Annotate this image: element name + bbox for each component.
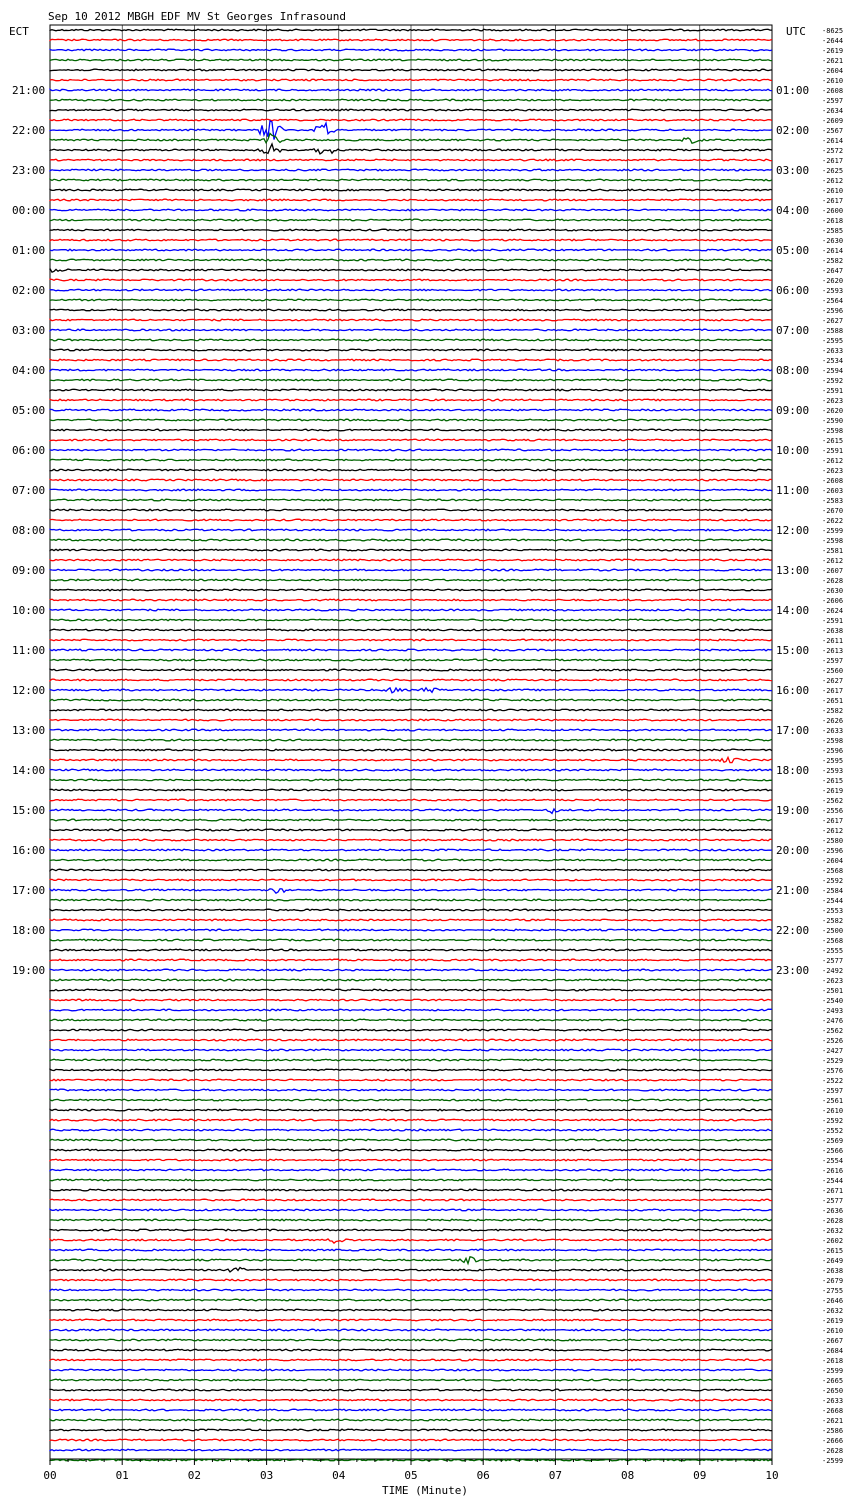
trace-line bbox=[50, 1149, 772, 1151]
trace-line bbox=[50, 29, 772, 31]
trace-line bbox=[50, 739, 772, 741]
trace-value-label: -2628 bbox=[822, 577, 844, 585]
trace-line bbox=[50, 459, 772, 461]
trace-value-label: -2540 bbox=[822, 997, 844, 1005]
left-axis-label: ECT bbox=[9, 25, 29, 38]
trace-value-label: -2610 bbox=[822, 1107, 844, 1115]
right-hour-label: 02:00 bbox=[776, 124, 810, 137]
trace-value-label: -2555 bbox=[822, 947, 844, 955]
x-tick-label: 09 bbox=[693, 1469, 707, 1482]
trace-line bbox=[50, 479, 772, 481]
trace-value-label: -2534 bbox=[822, 357, 844, 365]
trace-value-label: -2634 bbox=[822, 107, 844, 115]
trace-value-label: -8625 bbox=[822, 27, 844, 35]
x-tick-label: 04 bbox=[332, 1469, 346, 1482]
trace-line bbox=[50, 1129, 772, 1131]
trace-line bbox=[50, 179, 772, 181]
trace-line bbox=[50, 39, 772, 41]
trace-value-label: -2616 bbox=[822, 1167, 844, 1175]
right-hour-label: 01:00 bbox=[776, 84, 810, 97]
trace-value-label: -2596 bbox=[822, 847, 844, 855]
trace-value-label: -2526 bbox=[822, 1037, 844, 1045]
trace-line bbox=[50, 1409, 772, 1411]
trace-value-label: -2577 bbox=[822, 957, 844, 965]
trace-value-label: -2598 bbox=[822, 737, 844, 745]
trace-value-label: -2561 bbox=[822, 1097, 844, 1105]
trace-line bbox=[50, 509, 772, 511]
trace-line bbox=[50, 1169, 772, 1171]
trace-value-label: -2564 bbox=[822, 297, 844, 305]
trace-value-label: -2592 bbox=[822, 877, 844, 885]
trace-line bbox=[50, 239, 772, 241]
x-tick-label: 00 bbox=[43, 1469, 57, 1482]
trace-value-label: -2560 bbox=[822, 667, 844, 675]
trace-line bbox=[50, 1309, 772, 1311]
trace-value-label: -2636 bbox=[822, 1207, 844, 1215]
trace-value-label: -2618 bbox=[822, 217, 844, 225]
right-hour-label: 15:00 bbox=[776, 644, 810, 657]
trace-value-label: -2597 bbox=[822, 97, 844, 105]
trace-line bbox=[50, 349, 772, 351]
right-hour-label: 11:00 bbox=[776, 484, 810, 497]
left-hour-label: 14:00 bbox=[12, 764, 46, 777]
trace-value-label: -2670 bbox=[822, 507, 844, 515]
x-tick-label: 07 bbox=[548, 1469, 563, 1482]
trace-line bbox=[50, 209, 772, 211]
trace-value-label: -2649 bbox=[822, 1257, 844, 1265]
trace-value-label: -2630 bbox=[822, 587, 844, 595]
trace-value-label: -2665 bbox=[822, 1377, 844, 1385]
trace-value-label: -2594 bbox=[822, 367, 844, 375]
trace-value-label: -2633 bbox=[822, 1397, 844, 1405]
trace-value-label: -2615 bbox=[822, 437, 844, 445]
left-hour-label: 13:00 bbox=[12, 724, 46, 737]
trace-line bbox=[50, 1199, 772, 1201]
trace-value-label: -2619 bbox=[822, 47, 844, 55]
x-axis-title: TIME (Minute) bbox=[381, 1484, 469, 1497]
trace-value-label: -2596 bbox=[822, 747, 844, 755]
trace-value-label: -2620 bbox=[822, 277, 844, 285]
trace-line bbox=[50, 399, 772, 401]
x-tick-label: 10 bbox=[765, 1469, 779, 1482]
trace-line bbox=[50, 1349, 772, 1351]
trace-value-label: -2644 bbox=[822, 37, 844, 45]
x-tick-label: 06 bbox=[476, 1469, 490, 1482]
trace-value-label: -2500 bbox=[822, 927, 844, 935]
trace-line bbox=[50, 1449, 772, 1451]
trace-value-label: -2624 bbox=[822, 607, 844, 615]
trace-value-label: -2612 bbox=[822, 177, 844, 185]
trace-value-label: -2544 bbox=[822, 1177, 844, 1185]
trace-value-label: -2622 bbox=[822, 517, 844, 525]
trace-line bbox=[50, 939, 772, 941]
trace-line bbox=[50, 869, 772, 871]
trace-value-label: -2592 bbox=[822, 377, 844, 385]
trace-value-label: -2617 bbox=[822, 197, 844, 205]
left-hour-label: 23:00 bbox=[12, 164, 46, 177]
trace-value-label: -2569 bbox=[822, 1137, 844, 1145]
trace-value-label: -2593 bbox=[822, 287, 844, 295]
right-hour-labels bbox=[776, 84, 809, 977]
trace-line bbox=[50, 589, 772, 591]
trace-line bbox=[50, 909, 772, 911]
trace-value-label: -2632 bbox=[822, 1307, 844, 1315]
trace-value-label: -2582 bbox=[822, 257, 844, 265]
x-tick-label: 03 bbox=[259, 1469, 274, 1482]
left-hour-label: 22:00 bbox=[12, 124, 46, 137]
trace-line bbox=[50, 619, 772, 621]
trace-value-label: -2621 bbox=[822, 57, 844, 65]
trace-value-label: -2613 bbox=[822, 647, 844, 655]
trace-value-label: -2591 bbox=[822, 617, 844, 625]
trace-value-label: -2606 bbox=[822, 597, 844, 605]
trace-value-label: -2614 bbox=[822, 137, 844, 145]
left-hour-label: 02:00 bbox=[12, 284, 46, 297]
trace-value-label: -2610 bbox=[822, 1327, 844, 1335]
trace-value-label: -2646 bbox=[822, 1297, 844, 1305]
trace-value-label: -2588 bbox=[822, 327, 844, 335]
right-hour-label: 21:00 bbox=[776, 884, 810, 897]
trace-value-label: -2617 bbox=[822, 817, 844, 825]
trace-line bbox=[50, 1069, 772, 1071]
left-hour-label: 15:00 bbox=[12, 804, 46, 817]
trace-value-label: -2603 bbox=[822, 487, 844, 495]
right-hour-label: 22:00 bbox=[776, 924, 810, 937]
right-hour-label: 03:00 bbox=[776, 164, 810, 177]
trace-line bbox=[50, 1119, 772, 1121]
trace-value-label: -2604 bbox=[822, 67, 844, 75]
x-tick-label: 08 bbox=[620, 1469, 635, 1482]
right-hour-label: 12:00 bbox=[776, 524, 810, 537]
trace-value-label: -2493 bbox=[822, 1007, 844, 1015]
left-hour-label: 18:00 bbox=[12, 924, 46, 937]
trace-value-label: -2628 bbox=[822, 1447, 844, 1455]
trace-value-label: -2684 bbox=[822, 1347, 844, 1355]
trace-value-label: -2626 bbox=[822, 717, 844, 725]
x-tick-label: 01 bbox=[115, 1469, 129, 1482]
trace-line bbox=[50, 719, 772, 721]
left-hour-label: 19:00 bbox=[12, 964, 46, 977]
trace-value-label: -2604 bbox=[822, 857, 844, 865]
trace-value-label: -2627 bbox=[822, 317, 844, 325]
trace-value-label: -2638 bbox=[822, 1267, 844, 1275]
trace-value-label: -2612 bbox=[822, 557, 844, 565]
trace-value-label: -2581 bbox=[822, 547, 844, 555]
trace-value-label: -2614 bbox=[822, 247, 844, 255]
trace-value-label: -2593 bbox=[822, 767, 844, 775]
trace-value-label: -2583 bbox=[822, 497, 844, 505]
trace-value-label: -2651 bbox=[822, 697, 844, 705]
trace-value-label: -2667 bbox=[822, 1337, 844, 1345]
trace-value-labels bbox=[822, 27, 843, 1465]
trace-line bbox=[50, 1319, 772, 1321]
left-hour-label: 21:00 bbox=[12, 84, 46, 97]
right-hour-label: 18:00 bbox=[776, 764, 810, 777]
left-hour-label: 09:00 bbox=[12, 564, 46, 577]
trace-value-label: -2572 bbox=[822, 147, 844, 155]
trace-value-label: -2476 bbox=[822, 1017, 844, 1025]
trace-value-label: -2566 bbox=[822, 1147, 844, 1155]
trace-value-label: -2632 bbox=[822, 1227, 844, 1235]
trace-value-label: -2599 bbox=[822, 1457, 844, 1465]
trace-value-label: -2554 bbox=[822, 1157, 844, 1165]
trace-value-label: -2755 bbox=[822, 1287, 844, 1295]
trace-line bbox=[50, 1189, 772, 1191]
right-hour-label: 20:00 bbox=[776, 844, 810, 857]
left-hour-label: 04:00 bbox=[12, 364, 46, 377]
trace-value-label: -2627 bbox=[822, 677, 844, 685]
trace-value-label: -2610 bbox=[822, 77, 844, 85]
trace-value-label: -2580 bbox=[822, 837, 844, 845]
trace-value-label: -2544 bbox=[822, 897, 844, 905]
right-hour-label: 17:00 bbox=[776, 724, 810, 737]
trace-value-label: -2621 bbox=[822, 1417, 844, 1425]
trace-line bbox=[50, 429, 772, 431]
trace-value-label: -2623 bbox=[822, 397, 844, 405]
trace-line bbox=[50, 559, 772, 561]
trace-line bbox=[50, 849, 772, 851]
trace-value-label: -2590 bbox=[822, 417, 844, 425]
trace-value-label: -2607 bbox=[822, 567, 844, 575]
trace-line bbox=[50, 1329, 772, 1331]
trace-value-label: -2602 bbox=[822, 1237, 844, 1245]
trace-line bbox=[50, 929, 772, 931]
trace-value-label: -2596 bbox=[822, 307, 844, 315]
trace-value-label: -2577 bbox=[822, 1197, 844, 1205]
trace-value-label: -2623 bbox=[822, 467, 844, 475]
trace-value-label: -2647 bbox=[822, 267, 844, 275]
trace-value-label: -2592 bbox=[822, 1117, 844, 1125]
right-hour-label: 07:00 bbox=[776, 324, 810, 337]
x-tick-label: 05 bbox=[404, 1469, 418, 1482]
trace-value-label: -2567 bbox=[822, 127, 844, 135]
trace-value-label: -2608 bbox=[822, 87, 844, 95]
right-hour-label: 13:00 bbox=[776, 564, 810, 577]
trace-line bbox=[50, 749, 772, 751]
trace-line bbox=[50, 169, 772, 171]
trace-value-label: -2492 bbox=[822, 967, 844, 975]
left-hour-label: 11:00 bbox=[12, 644, 46, 657]
trace-line bbox=[50, 299, 772, 301]
trace-value-label: -2597 bbox=[822, 657, 844, 665]
right-hour-label: 08:00 bbox=[776, 364, 810, 377]
trace-line bbox=[50, 839, 772, 841]
right-hour-label: 16:00 bbox=[776, 684, 810, 697]
trace-value-label: -2582 bbox=[822, 707, 844, 715]
trace-value-label: -2598 bbox=[822, 427, 844, 435]
x-axis bbox=[43, 1459, 778, 1482]
trace-value-label: -2630 bbox=[822, 237, 844, 245]
left-hour-label: 12:00 bbox=[12, 684, 46, 697]
trace-value-label: -2638 bbox=[822, 627, 844, 635]
right-hour-label: 06:00 bbox=[776, 284, 810, 297]
trace-line bbox=[50, 819, 772, 821]
trace-value-label: -2552 bbox=[822, 1127, 844, 1135]
trace-value-label: -2600 bbox=[822, 207, 844, 215]
trace-value-label: -2568 bbox=[822, 867, 844, 875]
trace-line bbox=[50, 1289, 772, 1291]
trace-line bbox=[50, 449, 772, 451]
trace-value-label: -2562 bbox=[822, 797, 844, 805]
trace-value-label: -2625 bbox=[822, 167, 844, 175]
left-hour-label: 01:00 bbox=[12, 244, 46, 257]
trace-value-label: -2619 bbox=[822, 1317, 844, 1325]
trace-value-label: -2599 bbox=[822, 527, 844, 535]
trace-value-label: -2615 bbox=[822, 777, 844, 785]
right-hour-label: 04:00 bbox=[776, 204, 810, 217]
trace-value-label: -2633 bbox=[822, 727, 844, 735]
trace-line bbox=[50, 799, 772, 801]
trace-value-label: -2501 bbox=[822, 987, 844, 995]
trace-value-label: -2609 bbox=[822, 117, 844, 125]
left-hour-label: 07:00 bbox=[12, 484, 46, 497]
trace-value-label: -2595 bbox=[822, 757, 844, 765]
trace-value-label: -2620 bbox=[822, 407, 844, 415]
trace-value-label: -2584 bbox=[822, 887, 844, 895]
trace-line bbox=[50, 1389, 772, 1391]
trace-value-label: -2586 bbox=[822, 1427, 844, 1435]
trace-value-label: -2619 bbox=[822, 787, 844, 795]
trace-value-label: -2556 bbox=[822, 807, 844, 815]
trace-value-label: -2615 bbox=[822, 1247, 844, 1255]
trace-value-label: -2591 bbox=[822, 387, 844, 395]
trace-value-label: -2522 bbox=[822, 1077, 844, 1085]
right-hour-label: 23:00 bbox=[776, 964, 810, 977]
left-hour-label: 00:00 bbox=[12, 204, 46, 217]
trace-value-label: -2666 bbox=[822, 1437, 844, 1445]
trace-value-label: -2599 bbox=[822, 1367, 844, 1375]
trace-value-label: -2610 bbox=[822, 187, 844, 195]
left-hour-label: 05:00 bbox=[12, 404, 46, 417]
trace-line bbox=[50, 659, 772, 661]
trace-value-label: -2585 bbox=[822, 227, 844, 235]
left-hour-label: 06:00 bbox=[12, 444, 46, 457]
trace-line bbox=[50, 1369, 772, 1371]
right-hour-label: 10:00 bbox=[776, 444, 810, 457]
trace-value-label: -2529 bbox=[822, 1057, 844, 1065]
trace-value-label: -2597 bbox=[822, 1087, 844, 1095]
trace-value-label: -2679 bbox=[822, 1277, 844, 1285]
right-axis-label: UTC bbox=[786, 25, 806, 38]
x-tick-label: 02 bbox=[187, 1469, 202, 1482]
trace-value-label: -2617 bbox=[822, 157, 844, 165]
chart-title: Sep 10 2012 MBGH EDF MV St Georges Infrasound bbox=[48, 10, 347, 23]
trace-value-label: -2576 bbox=[822, 1067, 844, 1075]
left-hour-label: 17:00 bbox=[12, 884, 46, 897]
left-hour-label: 10:00 bbox=[12, 604, 46, 617]
trace-value-label: -2668 bbox=[822, 1407, 844, 1415]
trace-value-label: -2618 bbox=[822, 1357, 844, 1365]
trace-value-label: -2582 bbox=[822, 917, 844, 925]
right-hour-label: 09:00 bbox=[776, 404, 810, 417]
trace-value-label: -2671 bbox=[822, 1187, 844, 1195]
right-hour-label: 14:00 bbox=[776, 604, 810, 617]
trace-value-label: -2612 bbox=[822, 457, 844, 465]
trace-line bbox=[50, 1429, 772, 1431]
trace-value-label: -2553 bbox=[822, 907, 844, 915]
trace-value-label: -2617 bbox=[822, 687, 844, 695]
right-hour-label: 19:00 bbox=[776, 804, 810, 817]
left-hour-labels bbox=[12, 84, 45, 977]
trace-value-label: -2623 bbox=[822, 977, 844, 985]
left-hour-label: 03:00 bbox=[12, 324, 46, 337]
left-hour-label: 16:00 bbox=[12, 844, 46, 857]
trace-value-label: -2633 bbox=[822, 347, 844, 355]
trace-line bbox=[50, 979, 772, 981]
right-hour-label: 05:00 bbox=[776, 244, 810, 257]
trace-value-label: -2427 bbox=[822, 1047, 844, 1055]
trace-value-label: -2611 bbox=[822, 637, 844, 645]
trace-value-label: -2562 bbox=[822, 1027, 844, 1035]
left-hour-label: 08:00 bbox=[12, 524, 46, 537]
trace-value-label: -2612 bbox=[822, 827, 844, 835]
trace-value-label: -2595 bbox=[822, 337, 844, 345]
trace-value-label: -2650 bbox=[822, 1387, 844, 1395]
trace-value-label: -2591 bbox=[822, 447, 844, 455]
trace-value-label: -2568 bbox=[822, 937, 844, 945]
trace-value-label: -2608 bbox=[822, 477, 844, 485]
trace-line bbox=[50, 1009, 772, 1011]
trace-line bbox=[50, 1279, 772, 1281]
trace-value-label: -2628 bbox=[822, 1217, 844, 1225]
trace-value-label: -2598 bbox=[822, 537, 844, 545]
